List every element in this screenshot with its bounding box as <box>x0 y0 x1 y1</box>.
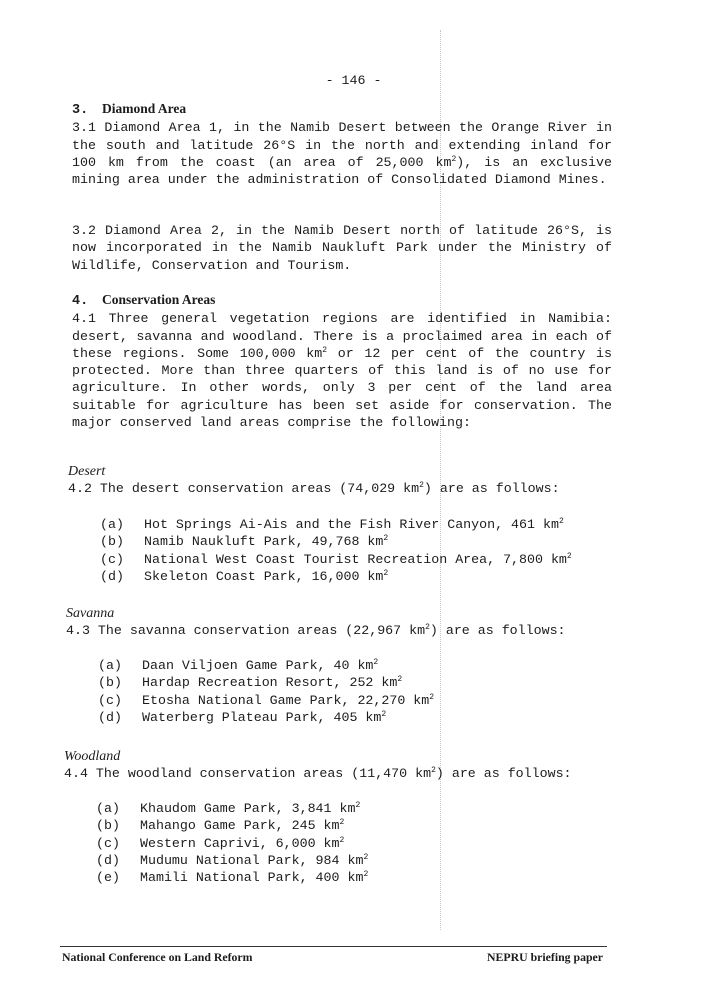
paragraph-4-1-text: 4.1 Three general vegetation regions are identified in Namibia: desert, savanna and woodland. There is a proclaimed area in each of these regions. Some 100,000 km <box>72 311 612 361</box>
paragraph-3-1-text: 3.1 Diamond Area 1, in the Namib Desert between the Orange River in the south and latitude 26°S in the north and extending inland for 100 km from the coast (an area of 25,000 km <box>72 120 612 170</box>
item-text: Hardap Recreation Resort, 252 km <box>142 675 398 691</box>
item-text: Daan Viljoen Game Park, 40 km <box>142 658 374 673</box>
savanna-heading: Savanna <box>66 606 115 621</box>
item-text: Namib Naukluft Park, 49,768 km <box>144 534 384 550</box>
item-text: National West Coast Tourist Recreation Area, 7,800 km <box>144 551 567 567</box>
paragraph-3-2: 3.2 Diamond Area 2, in the Namib Desert north of latitude 26°S, is now incorporated in the Namib Naukluft Park under the Ministry of Wildlife, Conservation and Tourism. <box>72 223 612 273</box>
superscript: 2 <box>419 481 424 491</box>
list-letter: (b) <box>100 534 124 550</box>
footer-left: National Conference on Land Reform <box>62 950 253 964</box>
savanna-intro <box>66 622 606 639</box>
section-3-title: Diamond Area <box>102 101 187 116</box>
list-item <box>98 692 618 709</box>
superscript: 2 <box>339 818 345 828</box>
list-item <box>98 657 618 674</box>
list-item <box>98 709 618 726</box>
list-letter: (b) <box>98 675 122 691</box>
item-text: Waterberg Plateau Park, 405 km <box>142 709 382 725</box>
list-letter: (c) <box>96 835 120 851</box>
superscript: 2 <box>558 517 564 526</box>
savanna-intro-end: ) are as follows: <box>429 623 566 639</box>
desert-heading: Desert <box>68 464 106 479</box>
woodland-intro <box>64 765 604 782</box>
superscript: 2 <box>425 623 430 633</box>
section-3-number: 3. <box>72 103 89 118</box>
paragraph-3-1 <box>72 119 612 188</box>
superscript: 2 <box>363 852 369 862</box>
superscript: 2 <box>566 551 572 561</box>
item-text: Mudumu National Park, 984 km <box>140 852 364 868</box>
list-letter: (a) <box>100 517 124 532</box>
superscript: 2 <box>339 835 345 845</box>
item-text: Khaudom Game Park, 3,841 km <box>140 801 356 816</box>
list-text <box>140 800 616 817</box>
list-text <box>144 533 620 550</box>
desert-section <box>68 463 608 498</box>
woodland-heading: Woodland <box>64 749 121 764</box>
list-text <box>142 692 618 709</box>
section-4-title: Conservation Areas <box>102 292 216 307</box>
list-item <box>100 568 620 585</box>
section-3-heading <box>72 100 612 119</box>
superscript: 2 <box>355 801 361 810</box>
woodland-intro-text: 4.4 The woodland conservation areas (11,470 km <box>64 766 432 782</box>
superscript: 2 <box>429 692 435 702</box>
woodland-section <box>64 748 604 783</box>
superscript: 2 <box>431 766 436 776</box>
list-letter: (d) <box>100 568 124 584</box>
savanna-intro-text: 4.3 The savanna conservation areas (22,967 km <box>66 623 426 639</box>
desert-intro <box>68 480 608 497</box>
paragraph-3-2-block <box>72 222 612 274</box>
section-4 <box>72 291 612 431</box>
list-text <box>140 817 616 834</box>
list-item <box>96 869 616 886</box>
item-text: Etosha National Game Park, 22,270 km <box>142 692 430 708</box>
list-text <box>144 516 620 533</box>
list-letter: (a) <box>96 801 120 816</box>
list-letter: (d) <box>96 852 120 868</box>
woodland-intro-end: ) are as follows: <box>435 766 572 782</box>
list-item <box>96 835 616 852</box>
list-letter: (d) <box>98 709 122 725</box>
paragraph-4-1 <box>72 310 612 431</box>
paragraph-3-1-end: ), is an exclusive mining area under the administration of Consolidated Diamond Mines. <box>72 154 612 188</box>
superscript: 2 <box>383 568 389 578</box>
page-number: - 146 - <box>325 73 382 88</box>
list-text <box>142 657 618 674</box>
superscript: 2 <box>373 658 379 667</box>
list-item <box>100 551 620 568</box>
superscript: 2 <box>363 870 369 880</box>
superscript: 2 <box>397 675 403 685</box>
desert-intro-text: 4.2 The desert conservation areas (74,029 km <box>68 481 420 497</box>
woodland-list <box>96 800 616 886</box>
list-item <box>96 817 616 834</box>
list-text <box>140 835 616 852</box>
superscript: 2 <box>381 709 387 719</box>
list-letter: (e) <box>96 870 120 886</box>
list-letter: (c) <box>100 551 124 567</box>
list-letter: (b) <box>96 818 120 834</box>
item-text: Hot Springs Ai-Ais and the Fish River Canyon, 461 km <box>144 517 559 532</box>
desert-intro-end: ) are as follows: <box>423 481 560 497</box>
footer-rule <box>60 946 607 947</box>
section-4-number: 4. <box>72 294 89 309</box>
list-letter: (a) <box>98 658 122 673</box>
item-text: Skeleton Coast Park, 16,000 km <box>144 568 384 584</box>
list-text <box>142 674 618 691</box>
superscript: 2 <box>451 154 457 164</box>
list-item <box>100 516 620 533</box>
list-item <box>96 852 616 869</box>
list-item <box>98 674 618 691</box>
paragraph-4-1-end: or 12 per cent of the country is protected. More than three quarters of this land is of no use for agriculture. In other words, only 3 per cent of the land area suitable for agriculture has been set aside for conservation. The major conserved land areas comprise the following: <box>72 345 612 431</box>
list-letter: (c) <box>98 692 122 708</box>
footer-right: NEPRU briefing paper <box>487 950 603 964</box>
savanna-list <box>98 657 618 726</box>
list-text <box>140 852 616 869</box>
item-text: Mahango Game Park, 245 km <box>140 818 340 834</box>
list-text <box>142 709 618 726</box>
list-text <box>144 568 620 585</box>
list-text <box>144 551 620 568</box>
section-4-heading <box>72 291 612 310</box>
list-text <box>140 869 616 886</box>
superscript: 2 <box>322 345 328 355</box>
savanna-section <box>66 605 606 640</box>
superscript: 2 <box>383 534 389 544</box>
item-text: Western Caprivi, 6,000 km <box>140 835 340 851</box>
desert-list <box>100 516 620 585</box>
item-text: Mamili National Park, 400 km <box>140 870 364 886</box>
section-3 <box>72 100 612 188</box>
list-item <box>96 800 616 817</box>
list-item <box>100 533 620 550</box>
